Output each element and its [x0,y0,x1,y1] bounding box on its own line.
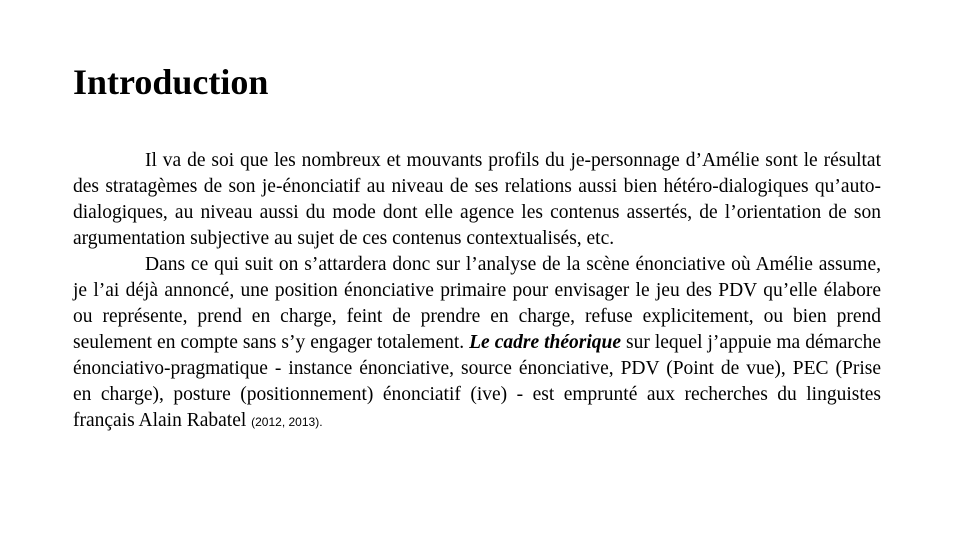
paragraph-2 [73,252,881,435]
slide-body [73,148,881,435]
paragraph-2-text-end: sur lequel j’appuie ma démarche énonciativo-pragmatique - instance énonciative, source énonciative, PDV (Point de vue), PEC (Prise en charge), posture (positionnement) énonciatif (ive) - est emprunté aux recherches du linguistes français Alain Rabatel [73,332,881,431]
slide-title: Introduction [73,62,269,102]
paragraph-2-text-start: Dans ce qui suit on s’attardera donc sur l’analyse de la scène énonciative où Amélie assume, je l’ai déjà annoncé, une position énonciative primaire pour envisager le jeu des PDV qu’elle élabore ou représente, prend en charge, feint de prendre en charge, refuse explicitement, ou bien prend seulement en compte sans s’y engager totalement. [73,254,881,353]
paragraph-1: Il va de soi que les nombreux et mouvants profils du je-personnage d’Amélie sont le résultat des stratagèmes de son je-énonciatif au niveau de ses relations aussi bien hétéro-dialogiques qu’auto-dialogiques, au niveau aussi du mode dont elle agence les contenus assertés, de l’orientation de son argumentation subjective au sujet de ces contenus contextualisés, etc. [73,150,881,249]
emphasized-phrase: Le cadre théorique [469,332,622,353]
citation-years: (2012, 2013). [251,415,323,429]
